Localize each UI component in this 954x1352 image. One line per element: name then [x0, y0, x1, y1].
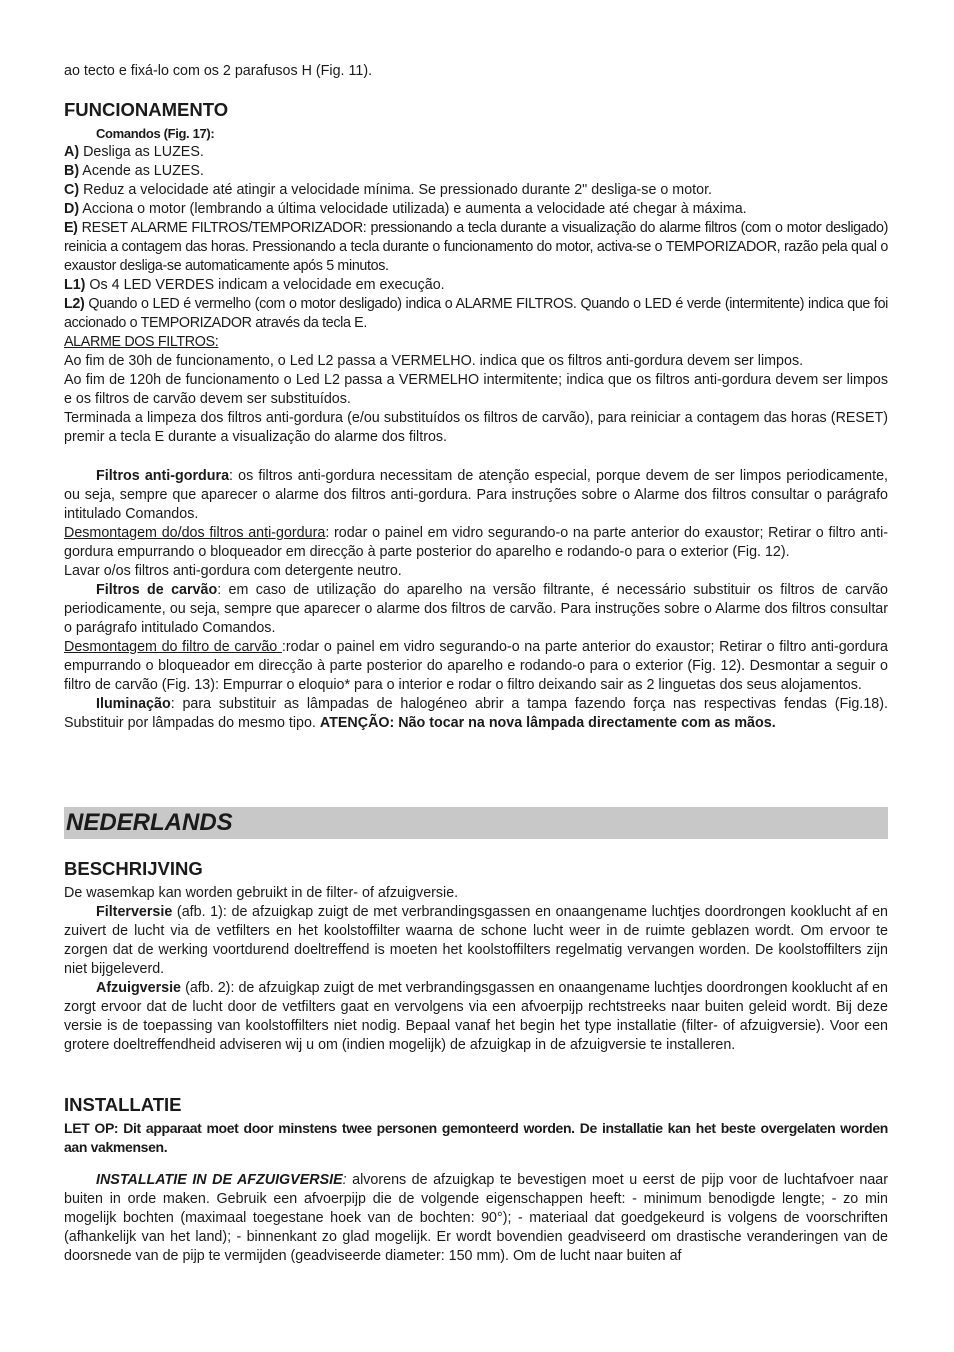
controls-block: [64, 124, 888, 447]
grease-removal-paragraph: Desmontagem do/dos filtros anti-gordura: rodar o painel em vidro segurando-o na parte anterior do exaustor; Retirar o filtro anti-gordura empurrando o bloqueador em direcção à parte posterior do aparelho e rodando-o para o exterior (Fig. 12).: [64, 525, 889, 560]
carbon-removal-paragraph: Desmontagem do filtro de carvão :rodar o painel em vidro segurando-o na parte anterior do exaustor; Retirar o filtro anti-gordura empurrando o bloqueador em direcção à parte posterior do aparelho e rodando-o para o exterior (Fig. 12). Desmontar a seguir o filtro de carvão (Fig. 13): Empurrar o eloquio* para o interior e rodar o filtro deixando sair as 2 linguetas dos seus alojamentos.: [64, 639, 889, 693]
lighting-paragraph: Iluminação: para substituir as lâmpadas de halogéneo abrir a tampa fazendo força nas respectivas fendas (Fig.18). Substituir por lâmpadas do mesmo tipo. ATENÇÃO: Não tocar na nova lâmpada directamente com as mãos.: [64, 696, 888, 731]
grease-filters-paragraph: Filtros anti-gordura: os filtros anti-gordura necessitam de atenção especial, porque devem de ser limpos periodicamente, ou seja, sempre que aparecer o alarme dos filtros anti-gordura. Para instruções sobre o Alarme dos filtros consultar o parágrafo intitulado Comandos.: [64, 468, 888, 522]
alarm-line-3: Terminada a limpeza dos filtros anti-gordura (e/ou substituídos os filtros de carvão), para reiniciar a contagem das horas (RESET) premir a tecla E durante a visualização do alarme dos filtros.: [64, 410, 888, 445]
control-item-c: C) Reduz a velocidade até atingir a velocidade mínima. Se pressionado durante 2" desliga-se o motor.: [64, 182, 713, 198]
description-block: [64, 884, 888, 1055]
filter-version-paragraph: Filterversie (afb. 1): de afzuigkap zuigt de met verbrandingsgassen en onaangename luchtjes doordrongen kooklucht af en zuivert de lucht via de vetfilters en het koolstoffilter waarna de schone lucht weer in de ruimte geblazen wordt. Om ervoor te zorgen dat de werking voortdurend doeltreffend is moeten het koolstoffilters regelmatig vervangen worden. De koolstoffilters zijn niet bijgeleverd.: [64, 904, 888, 977]
control-item-b: B) Acende as LUZES.: [64, 163, 204, 179]
control-item-d: D) Acciona o motor (lembrando a última velocidade utilizada) e aumenta a velocidade até chegar à máxima.: [64, 201, 747, 217]
section-heading-funcionamento: FUNCIONAMENTO: [64, 99, 229, 120]
control-item-l2: L2) Quando o LED é vermelho (com o motor desligado) indica o ALARME FILTROS. Quando o LED é verde (intermitente) indica que foi accionado o TEMPORIZADOR através da tecla E.: [64, 296, 888, 331]
alarm-line-2: Ao fim de 120h de funcionamento o Led L2 passa a VERMELHO intermitente; indica que os filtros anti-gordura devem ser limpos e os filtros de carvão devem ser substituídos.: [64, 372, 888, 407]
language-band: [64, 807, 888, 839]
control-item-a: A) Desliga as LUZES.: [64, 144, 204, 160]
exhaust-version-paragraph: Afzuigversie (afb. 2): de afzuigkap zuigt de met verbrandingsgassen en onaangename luchtjes doordrongen kooklucht af en zorgt ervoor dat de lucht door de vetfilters gaat en vervolgens via een afvoerpijp rechtstreeks naar buiten geleid wordt. Bij deze versie is de toepassing van koolstoffilters niet nodig. Bepaal vanaf het begin het type installatie (filter- of afzuigversie). Voor een grotere doeltreffendheid adviseren wij u om (indien mogelijk) de afzuigkap in de afzuigversie te installeren.: [64, 980, 888, 1053]
control-item-e: E) RESET ALARME FILTROS/TEMPORIZADOR: pressionando a tecla durante a visualização do alarme filtros (com o motor desligado) reinicia a contagem das horas. Pressionando a tecla durante o funcionamento do motor, activa-se o TEMPORIZADOR, razão pela qual o exaustor desliga-se automaticamente após 5 minutos.: [64, 220, 888, 274]
lighting-warning: ATENÇÃO: Não tocar na nova lâmpada directamente com as mãos.: [319, 715, 776, 731]
installation-warning: LET OP: Dit apparaat moet door minstens twee personen gemonteerd worden. De installatie kan het beste overgelaten worden aan vakmensen.: [64, 1120, 888, 1155]
continued-line: ao tecto e fixá-lo com os 2 parafusos H (Fig. 11).: [64, 63, 373, 79]
maintenance-block: [64, 467, 888, 733]
grease-wash-line: Lavar o/os filtros anti-gordura com detergente neutro.: [64, 563, 402, 579]
controls-title: Comandos (Fig. 17):: [96, 126, 215, 141]
alarm-title: ALARME DOS FILTROS:: [64, 334, 219, 350]
alarm-line-1: Ao fim de 30h de funcionamento, o Led L2 passa a VERMELHO. indica que os filtros anti-gordura devem ser limpos.: [64, 353, 804, 369]
description-intro: De wasemkap kan worden gebruikt in de filter- of afzuigversie.: [64, 885, 459, 901]
installation-exhaust-paragraph: INSTALLATIE IN DE AFZUIGVERSIE: alvorens de afzuigkap te bevestigen moet u eerst de pijp voor de luchtafvoer naar buiten in orde maken. Gebruik een afvoerpijp die de volgende eigenschappen heeft: - minimum benodigde lengte; - zo min mogelijk bochten (maximaal toegestane hoek van de bochten: 90°); - materiaal dat goedgekeurd is volgens de voorschriften (afhankelijk van het land); - binnenkant zo glad mogelijk. Er wordt bovendien geadviseerd om drastische veranderingen van de doorsnede van de pijp te vermijden (geadviseerde diameter: 150 mm). Om de lucht naar buiten af: [64, 1172, 888, 1264]
control-item-l1: L1) Os 4 LED VERDES indicam a velocidade em execução.: [64, 277, 445, 293]
language-title: NEDERLANDS: [66, 809, 233, 836]
section-heading-installatie: INSTALLATIE: [64, 1094, 182, 1115]
section-heading-beschrijving: BESCHRIJVING: [64, 858, 203, 879]
carbon-filters-paragraph: Filtros de carvão: em caso de utilização do aparelho na versão filtrante, é necessário substituir os filtros de carvão periodicamente, ou seja, sempre que aparecer o alarme dos filtros de carvão. Para instruções sobre o Alarme dos filtros consultar o parágrafo intitulado Comandos.: [64, 582, 888, 636]
